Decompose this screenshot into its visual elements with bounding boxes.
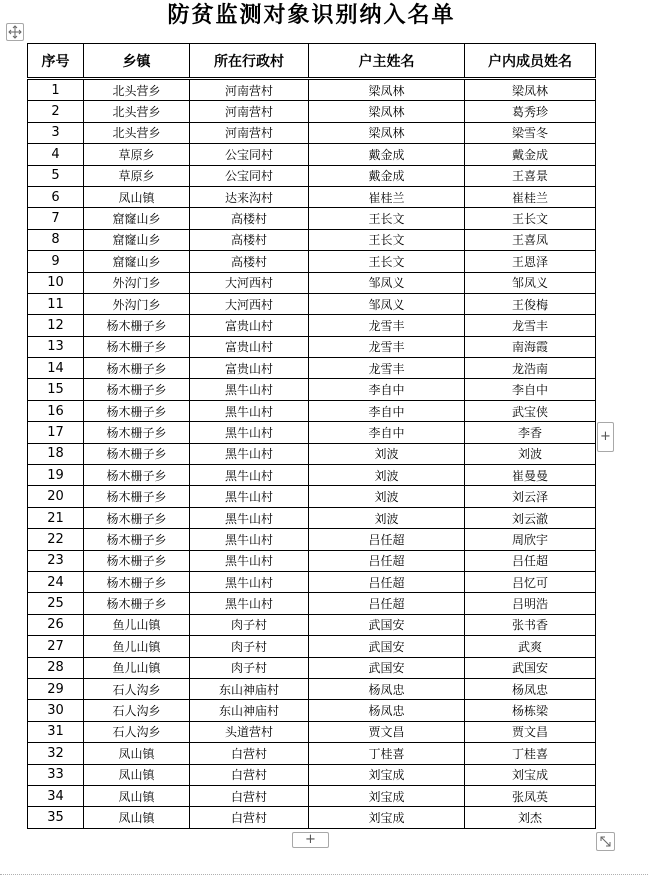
cell-township: 窟窿山乡 — [84, 208, 190, 229]
cell-village: 白营村 — [190, 807, 309, 828]
cell-householder: 丁桂喜 — [309, 743, 465, 764]
cell-householder: 梁凤林 — [309, 122, 465, 143]
table-row — [28, 208, 596, 229]
cell-serial: 15 — [28, 379, 84, 400]
cell-serial: 29 — [28, 678, 84, 699]
cell-serial: 20 — [28, 486, 84, 507]
cell-township: 杨木栅子乡 — [84, 422, 190, 443]
table-row — [28, 550, 596, 571]
table-row — [28, 251, 596, 272]
cell-member: 吕明浩 — [465, 593, 596, 614]
cell-village: 高楼村 — [190, 229, 309, 250]
cell-member: 王喜景 — [465, 165, 596, 186]
cell-township: 杨木栅子乡 — [84, 486, 190, 507]
cell-member: 崔曼曼 — [465, 465, 596, 486]
cell-member: 王俊梅 — [465, 293, 596, 314]
cell-member: 刘云澈 — [465, 507, 596, 528]
cell-serial: 17 — [28, 422, 84, 443]
cell-householder: 龙雪丰 — [309, 336, 465, 357]
cell-householder: 刘宝成 — [309, 785, 465, 806]
table-row — [28, 636, 596, 657]
cell-serial: 13 — [28, 336, 84, 357]
cell-township: 杨木栅子乡 — [84, 315, 190, 336]
cell-householder: 王长文 — [309, 229, 465, 250]
cell-township: 杨木栅子乡 — [84, 336, 190, 357]
table-row — [28, 379, 596, 400]
cell-member: 武爽 — [465, 636, 596, 657]
cell-village: 黑牛山村 — [190, 486, 309, 507]
table-row — [28, 571, 596, 592]
cell-village: 高楼村 — [190, 251, 309, 272]
cell-township: 杨木栅子乡 — [84, 593, 190, 614]
cell-village: 富贵山村 — [190, 315, 309, 336]
cell-member: 刘波 — [465, 443, 596, 464]
cell-township: 北头营乡 — [84, 122, 190, 143]
cell-member: 武国安 — [465, 657, 596, 678]
table-row — [28, 465, 596, 486]
table-row — [28, 657, 596, 678]
table-row — [28, 122, 596, 143]
table-row — [28, 614, 596, 635]
cell-village: 河南营村 — [190, 122, 309, 143]
cell-township: 北头营乡 — [84, 101, 190, 122]
cell-serial: 4 — [28, 144, 84, 165]
cell-member: 葛秀珍 — [465, 101, 596, 122]
cell-serial: 23 — [28, 550, 84, 571]
table-row — [28, 700, 596, 721]
cell-member: 李自中 — [465, 379, 596, 400]
cell-serial: 2 — [28, 101, 84, 122]
cell-householder: 刘波 — [309, 465, 465, 486]
cell-householder: 刘宝成 — [309, 764, 465, 785]
cell-township: 鱼儿山镇 — [84, 657, 190, 678]
cell-serial: 5 — [28, 165, 84, 186]
cell-householder: 李自中 — [309, 379, 465, 400]
cell-member: 王恩泽 — [465, 251, 596, 272]
header-serial: 序号 — [28, 44, 84, 79]
cell-village: 公宝同村 — [190, 144, 309, 165]
cell-householder: 吕任超 — [309, 550, 465, 571]
cell-village: 黑牛山村 — [190, 507, 309, 528]
cell-serial: 14 — [28, 358, 84, 379]
cell-serial: 7 — [28, 208, 84, 229]
cell-township: 外沟门乡 — [84, 272, 190, 293]
cell-serial: 28 — [28, 657, 84, 678]
cell-village: 黑牛山村 — [190, 422, 309, 443]
cell-member: 刘云泽 — [465, 486, 596, 507]
cell-serial: 31 — [28, 721, 84, 742]
cell-township: 杨木栅子乡 — [84, 571, 190, 592]
table-row — [28, 529, 596, 550]
resize-icon — [597, 833, 614, 850]
cell-member: 王长文 — [465, 208, 596, 229]
cell-township: 外沟门乡 — [84, 293, 190, 314]
cell-householder: 刘波 — [309, 507, 465, 528]
cell-member: 周欣宇 — [465, 529, 596, 550]
cell-township: 石人沟乡 — [84, 721, 190, 742]
cell-township: 凤山镇 — [84, 764, 190, 785]
cell-serial: 16 — [28, 400, 84, 421]
cell-village: 河南营村 — [190, 101, 309, 122]
cell-householder: 戴金成 — [309, 165, 465, 186]
table-row — [28, 764, 596, 785]
table-header-row — [28, 44, 596, 79]
cell-member: 吕任超 — [465, 550, 596, 571]
add-column-button[interactable]: + — [597, 422, 614, 452]
cell-householder: 王长文 — [309, 251, 465, 272]
table-row — [28, 785, 596, 806]
cell-householder: 吕任超 — [309, 529, 465, 550]
add-row-button[interactable]: + — [292, 832, 329, 848]
cell-householder: 刘波 — [309, 443, 465, 464]
table-row — [28, 593, 596, 614]
cell-householder: 武国安 — [309, 657, 465, 678]
cell-serial: 33 — [28, 764, 84, 785]
table-row — [28, 807, 596, 828]
header-village: 所在行政村 — [190, 44, 309, 79]
table-row — [28, 186, 596, 207]
cell-householder: 贾文昌 — [309, 721, 465, 742]
cell-serial: 24 — [28, 571, 84, 592]
move-icon — [7, 24, 23, 40]
cell-householder: 刘波 — [309, 486, 465, 507]
cell-serial: 8 — [28, 229, 84, 250]
cell-member: 张书香 — [465, 614, 596, 635]
cell-village: 黑牛山村 — [190, 550, 309, 571]
cell-householder: 邹凤义 — [309, 293, 465, 314]
cell-member: 刘宝成 — [465, 764, 596, 785]
cell-village: 达来沟村 — [190, 186, 309, 207]
cell-serial: 32 — [28, 743, 84, 764]
table-row — [28, 422, 596, 443]
table-move-handle[interactable] — [6, 23, 24, 41]
cell-village: 高楼村 — [190, 208, 309, 229]
cell-member: 崔桂兰 — [465, 186, 596, 207]
cell-serial: 25 — [28, 593, 84, 614]
cell-serial: 3 — [28, 122, 84, 143]
cell-householder: 崔桂兰 — [309, 186, 465, 207]
cell-householder: 戴金成 — [309, 144, 465, 165]
table-resize-handle[interactable] — [596, 832, 615, 851]
cell-village: 肉子村 — [190, 636, 309, 657]
cell-member: 吕忆可 — [465, 571, 596, 592]
cell-village: 富贵山村 — [190, 358, 309, 379]
header-householder: 户主姓名 — [309, 44, 465, 79]
cell-village: 大河西村 — [190, 272, 309, 293]
cell-serial: 19 — [28, 465, 84, 486]
cell-householder: 吕任超 — [309, 593, 465, 614]
cell-member: 张凤英 — [465, 785, 596, 806]
cell-serial: 1 — [28, 79, 84, 101]
cell-township: 窟窿山乡 — [84, 251, 190, 272]
cell-member: 梁凤林 — [465, 79, 596, 101]
cell-member: 武宝侠 — [465, 400, 596, 421]
cell-householder: 吕任超 — [309, 571, 465, 592]
table-row — [28, 678, 596, 699]
cell-township: 杨木栅子乡 — [84, 550, 190, 571]
cell-member: 刘杰 — [465, 807, 596, 828]
cell-serial: 21 — [28, 507, 84, 528]
cell-township: 杨木栅子乡 — [84, 529, 190, 550]
table-row — [28, 293, 596, 314]
cell-village: 肉子村 — [190, 614, 309, 635]
header-members: 户内成员姓名 — [465, 44, 596, 79]
cell-householder: 梁凤林 — [309, 101, 465, 122]
cell-householder: 武国安 — [309, 614, 465, 635]
cell-member: 丁桂喜 — [465, 743, 596, 764]
page-title: 防贫监测对象识别纳入名单 — [167, 2, 456, 28]
cell-village: 大河西村 — [190, 293, 309, 314]
cell-member: 李香 — [465, 422, 596, 443]
cell-township: 鱼儿山镇 — [84, 614, 190, 635]
cell-householder: 李自中 — [309, 400, 465, 421]
cell-township: 凤山镇 — [84, 186, 190, 207]
table-row — [28, 358, 596, 379]
cell-householder: 王长文 — [309, 208, 465, 229]
cell-serial: 11 — [28, 293, 84, 314]
table-row — [28, 315, 596, 336]
table-row — [28, 336, 596, 357]
cell-village: 白营村 — [190, 785, 309, 806]
cell-village: 黑牛山村 — [190, 465, 309, 486]
cell-township: 北头营乡 — [84, 79, 190, 101]
cell-member: 南海霞 — [465, 336, 596, 357]
table-row — [28, 272, 596, 293]
table-row — [28, 507, 596, 528]
header-township: 乡镇 — [84, 44, 190, 79]
cell-householder: 杨凤忠 — [309, 700, 465, 721]
cell-village: 黑牛山村 — [190, 529, 309, 550]
cell-village: 黑牛山村 — [190, 571, 309, 592]
cell-member: 邹凤义 — [465, 272, 596, 293]
table-row — [28, 486, 596, 507]
cell-township: 杨木栅子乡 — [84, 443, 190, 464]
cell-householder: 武国安 — [309, 636, 465, 657]
cell-township: 石人沟乡 — [84, 678, 190, 699]
cell-householder: 杨凤忠 — [309, 678, 465, 699]
cell-member: 龙浩南 — [465, 358, 596, 379]
beneficiary-table — [27, 43, 596, 829]
cell-serial: 10 — [28, 272, 84, 293]
table-row — [28, 101, 596, 122]
cell-township: 凤山镇 — [84, 807, 190, 828]
cell-village: 富贵山村 — [190, 336, 309, 357]
cell-householder: 邹凤义 — [309, 272, 465, 293]
cell-township: 凤山镇 — [84, 785, 190, 806]
cell-township: 杨木栅子乡 — [84, 507, 190, 528]
cell-serial: 35 — [28, 807, 84, 828]
cell-village: 东山神庙村 — [190, 700, 309, 721]
cell-village: 肉子村 — [190, 657, 309, 678]
cell-township: 杨木栅子乡 — [84, 400, 190, 421]
cell-member: 贾文昌 — [465, 721, 596, 742]
table-row — [28, 721, 596, 742]
cell-serial: 30 — [28, 700, 84, 721]
cell-village: 黑牛山村 — [190, 400, 309, 421]
cell-village: 河南营村 — [190, 79, 309, 101]
cell-township: 石人沟乡 — [84, 700, 190, 721]
cell-village: 头道营村 — [190, 721, 309, 742]
cell-township: 杨木栅子乡 — [84, 358, 190, 379]
cell-householder: 刘宝成 — [309, 807, 465, 828]
cell-serial: 27 — [28, 636, 84, 657]
cell-township: 杨木栅子乡 — [84, 465, 190, 486]
cell-serial: 12 — [28, 315, 84, 336]
cell-village: 黑牛山村 — [190, 379, 309, 400]
cell-householder: 龙雪丰 — [309, 358, 465, 379]
cell-township: 窟窿山乡 — [84, 229, 190, 250]
table-row — [28, 79, 596, 101]
table-row — [28, 400, 596, 421]
cell-serial: 22 — [28, 529, 84, 550]
cell-village: 黑牛山村 — [190, 443, 309, 464]
cell-householder: 梁凤林 — [309, 79, 465, 101]
cell-village: 公宝同村 — [190, 165, 309, 186]
cell-township: 草原乡 — [84, 165, 190, 186]
cell-serial: 18 — [28, 443, 84, 464]
cell-township: 草原乡 — [84, 144, 190, 165]
cell-village: 黑牛山村 — [190, 593, 309, 614]
cell-township: 鱼儿山镇 — [84, 636, 190, 657]
cell-village: 白营村 — [190, 764, 309, 785]
cell-member: 梁雪冬 — [465, 122, 596, 143]
cell-householder: 龙雪丰 — [309, 315, 465, 336]
table-row — [28, 443, 596, 464]
cell-member: 杨凤忠 — [465, 678, 596, 699]
cell-householder: 李自中 — [309, 422, 465, 443]
cell-member: 王喜凤 — [465, 229, 596, 250]
cell-serial: 26 — [28, 614, 84, 635]
cell-serial: 34 — [28, 785, 84, 806]
page-boundary-line — [0, 874, 648, 875]
cell-member: 龙雪丰 — [465, 315, 596, 336]
cell-serial: 6 — [28, 186, 84, 207]
cell-village: 白营村 — [190, 743, 309, 764]
cell-township: 凤山镇 — [84, 743, 190, 764]
cell-serial: 9 — [28, 251, 84, 272]
table-row — [28, 144, 596, 165]
table-row — [28, 743, 596, 764]
cell-member: 戴金成 — [465, 144, 596, 165]
cell-village: 东山神庙村 — [190, 678, 309, 699]
table-row — [28, 165, 596, 186]
table-body — [28, 79, 596, 829]
table-row — [28, 229, 596, 250]
cell-member: 杨栋梁 — [465, 700, 596, 721]
cell-township: 杨木栅子乡 — [84, 379, 190, 400]
